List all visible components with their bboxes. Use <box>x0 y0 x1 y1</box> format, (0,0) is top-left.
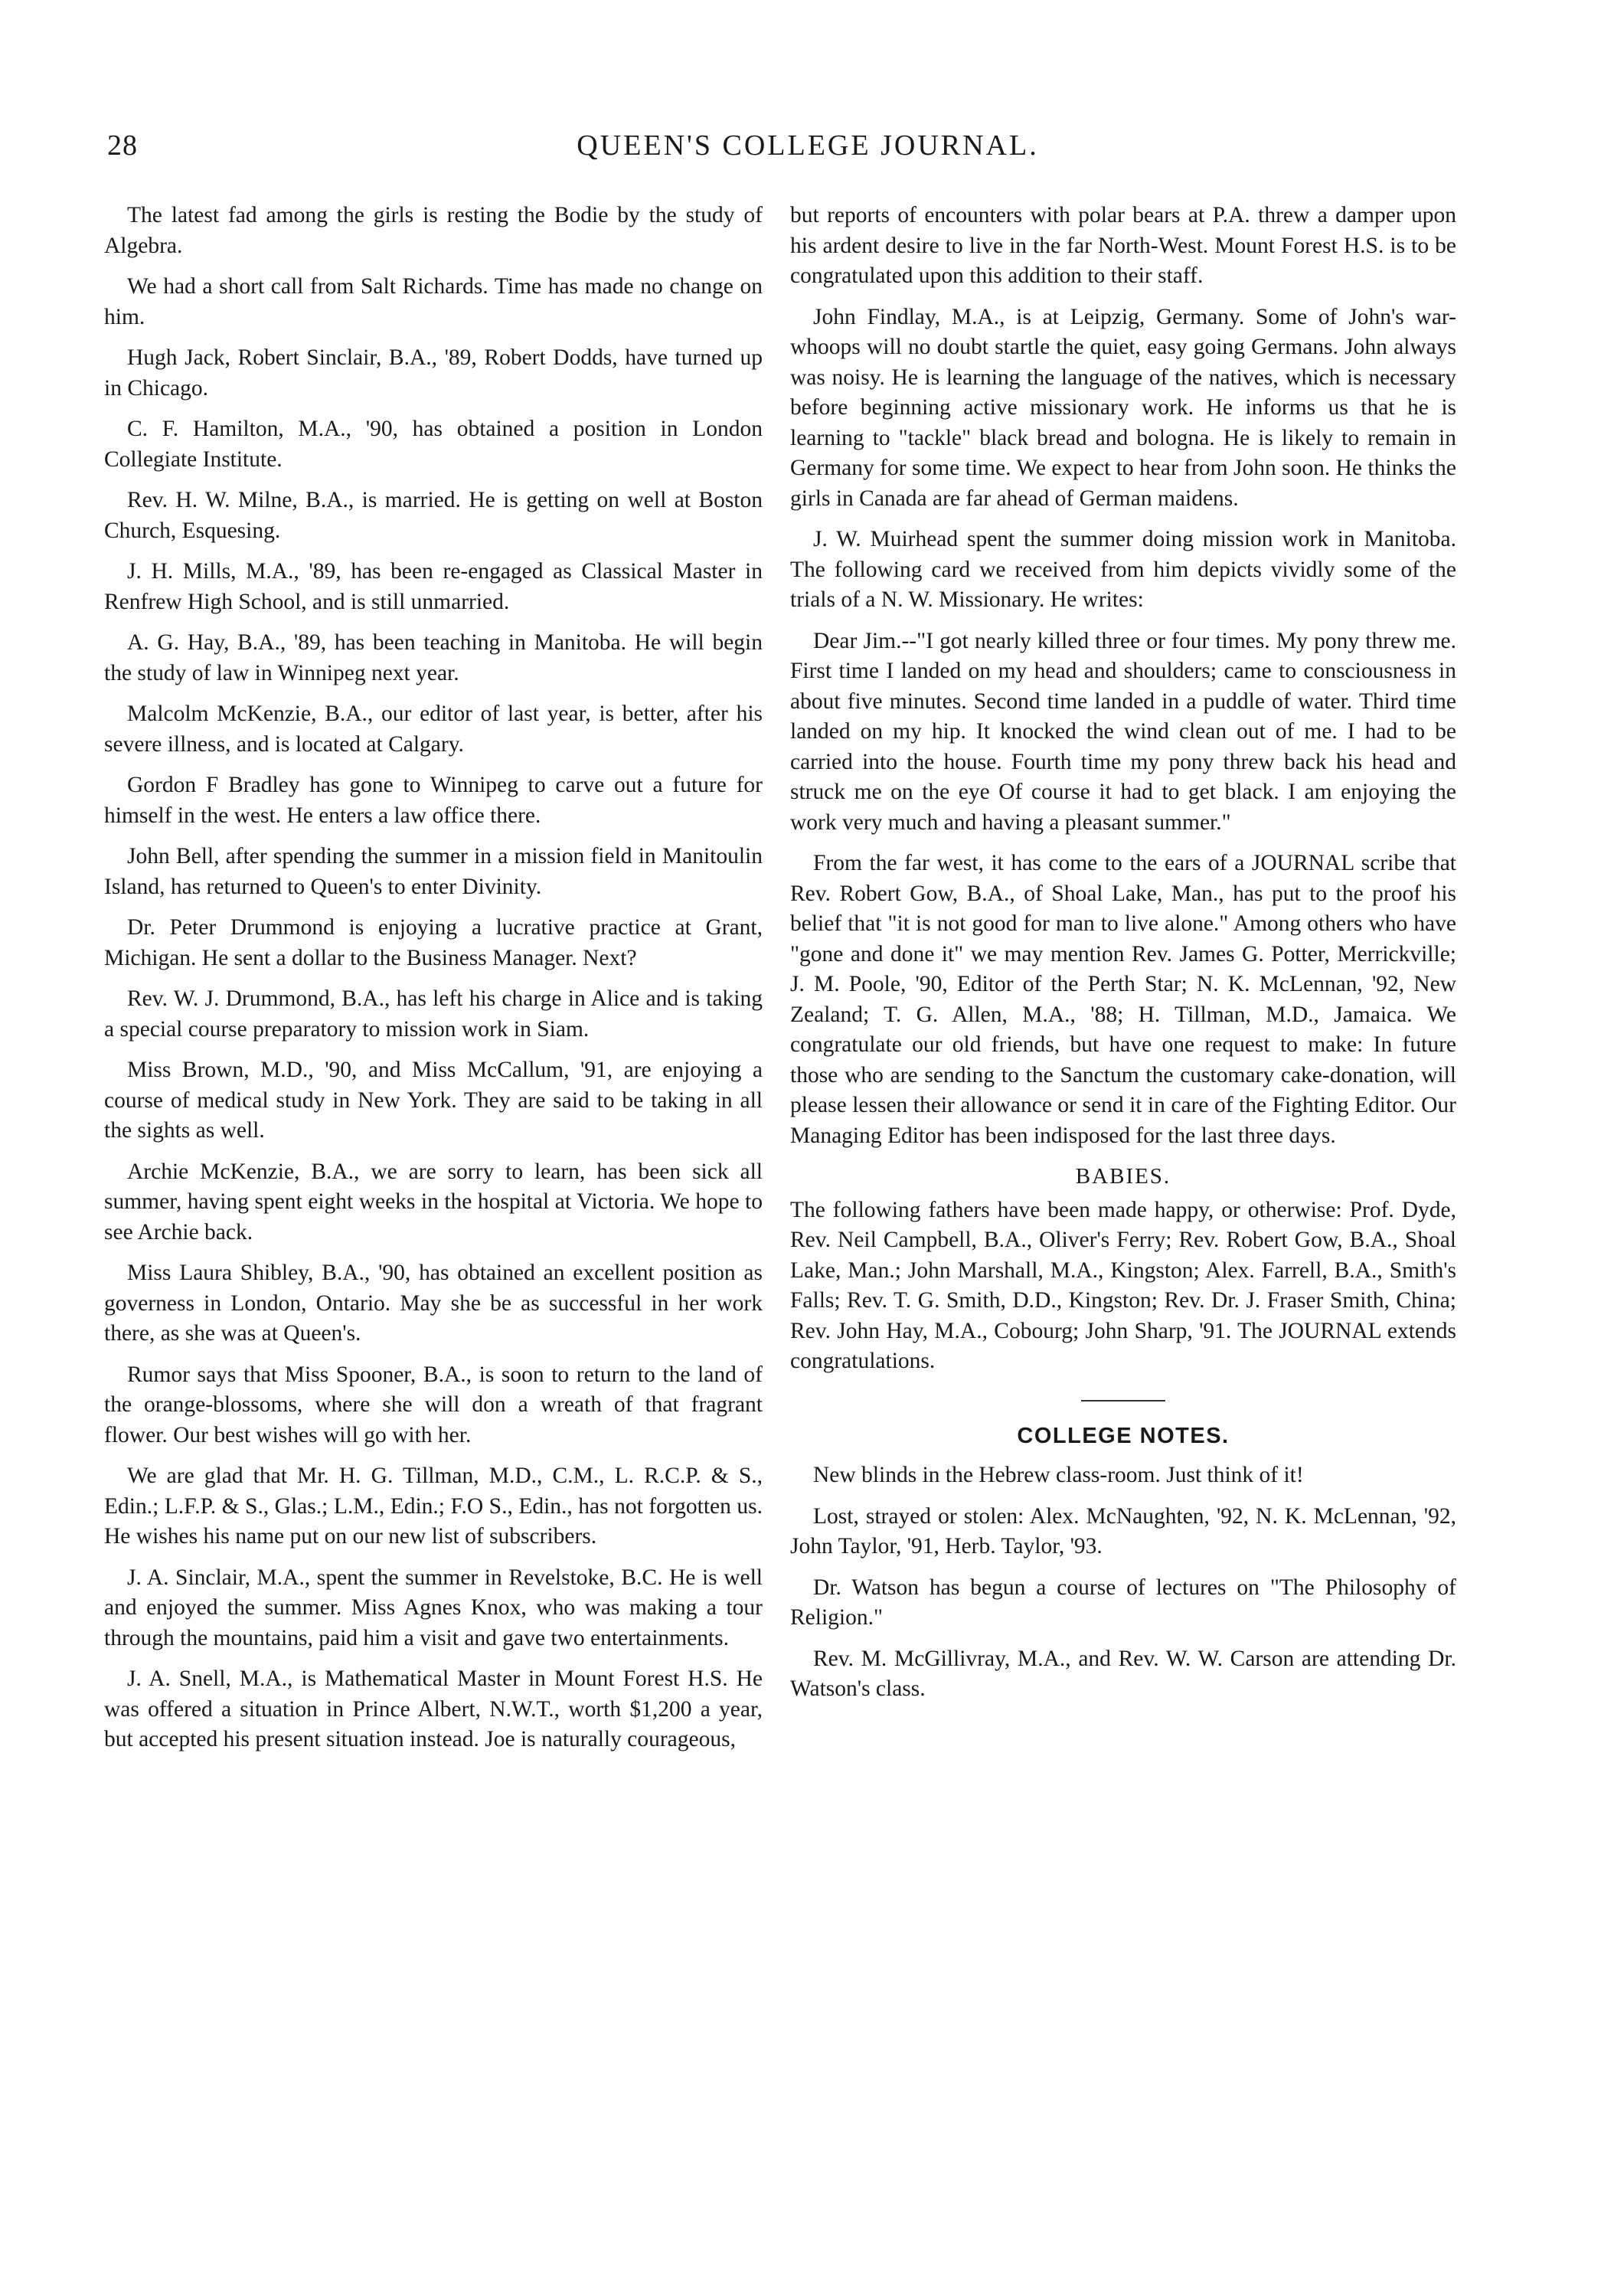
babies-paragraph: The following fathers have been made happy, or otherwise: Prof. Dyde, Rev. Neil Campbell, B.A., Oliver's Ferry; Rev. Robert Gow, B.A., Shoal Lake, Man.; John Marshall, M.A., Kingston; Alex. Farrell, B.A., Smith's Falls; Rev. T. G. Smith, D.D., Kingston; Rev. Dr. J. Fraser Smith, China; Rev. John Hay, M.A., Cobourg; John Sharp, '91. The JOURNAL extends congratulations. <box>790 1197 1456 1373</box>
news-item: J. A. Snell, M.A., is Mathematical Master in Mount Forest H.S. He was offered a situation in Prince Albert, N.W.T., worth $1,200 a year, but accepted his present situation instead. Joe is naturally courageous, <box>104 1666 763 1751</box>
news-item: Miss Brown, M.D., '90, and Miss McCallum, '91, are enjoying a course of medical study in New York. They are said to be taking in all the sights as well. <box>104 1058 763 1143</box>
section-divider <box>1081 1400 1165 1401</box>
journal-title: QUEEN'S COLLEGE JOURNAL. <box>577 129 1039 162</box>
news-item: The latest fad among the girls is resting the Bodie by the study of Algebra. <box>104 203 763 258</box>
news-item: J. H. Mills, M.A., '89, has been re-engaged as Classical Master in Renfrew High School, and is still unmarried. <box>104 559 763 614</box>
news-item: Archie McKenzie, B.A., we are sorry to learn, has been sick all summer, having spent eight weeks in the hospital at Victoria. We hope to see Archie back. <box>104 1159 763 1244</box>
news-item: C. F. Hamilton, M.A., '90, has obtained a position in London Collegiate Institute. <box>104 417 763 472</box>
news-item: From the far west, it has come to the ears of a JOURNAL scribe that Rev. Robert Gow, B.A., of Shoal Lake, Man., has put to the proof his belief that "it is not good for man to live alone." Among others who have "gone and done it" we may mention Rev. James G. Potter, Merrickville; J. M. Poole, '90, Editor of the Perth Star; N. K. McLennan, '92, New Zealand; T. G. Allen, M.A., '88; H. Tillman, M.D., Jamaica. We congratulate our old friends, but have one request to make: In future those who are sending to the Sanctum the customary cake-donation, will please lessen their allowance or send it in care of the Fighting Editor. Our Managing Editor has been indisposed for the last three days. <box>790 851 1456 1148</box>
news-item: Rev. H. W. Milne, B.A., is married. He is getting on well at Boston Church, Esquesing. <box>104 488 763 543</box>
news-item: Rumor says that Miss Spooner, B.A., is soon to return to the land of the orange-blossoms, where she will don a wreath of that fragrant flower. Our best wishes will go with her. <box>104 1362 763 1447</box>
continued-paragraph: but reports of encounters with polar bears at P.A. threw a damper upon his ardent desire to live in the far North-West. Mount Forest H.S. is to be congratulated upon this addition to their staff. <box>790 203 1456 288</box>
news-item: We are glad that Mr. H. G. Tillman, M.D., C.M., L. R.C.P. & S., Edin.; L.F.P. & S., Glas.; L.M., Edin.; F.O S., Edin., has not forgotten us. He wishes his name put on our new list of subscribers. <box>104 1464 763 1549</box>
news-item: Miss Laura Shibley, B.A., '90, has obtained an excellent position as governess in London, Ontario. May she be as successful in her work there, as she was at Queen's. <box>104 1261 763 1346</box>
college-notes-heading: COLLEGE NOTES. <box>1017 1423 1230 1448</box>
left-column <box>104 201 763 1766</box>
college-note: Dr. Watson has begun a course of lectures on "The Philosophy of Religion." <box>790 1575 1456 1630</box>
college-note: Rev. M. McGillivray, M.A., and Rev. W. W. Carson are attending Dr. Watson's class. <box>790 1646 1456 1701</box>
news-item: J. A. Sinclair, M.A., spent the summer in Revelstoke, B.C. He is well and enjoyed the summer. Miss Agnes Knox, who was making a tour through the mountains, paid him a visit and gave two entertainments. <box>104 1565 763 1650</box>
news-item: Dr. Peter Drummond is enjoying a lucrative practice at Grant, Michigan. He sent a dollar to the Business Manager. Next? <box>104 915 763 970</box>
college-note: Lost, strayed or stolen: Alex. McNaughten, '92, N. K. McLennan, '92, John Taylor, '91, Herb. Taylor, '93. <box>790 1503 1456 1558</box>
news-item: Rev. W. J. Drummond, B.A., has left his charge in Alice and is taking a special course preparatory to mission work in Siam. <box>104 986 763 1042</box>
news-item: Hugh Jack, Robert Sinclair, B.A., '89, Robert Dodds, have turned up in Chicago. <box>104 345 763 401</box>
news-item: We had a short call from Salt Richards. Time has made no change on him. <box>104 274 763 329</box>
right-column <box>790 201 1456 1715</box>
page-number: 28 <box>107 129 138 162</box>
news-item: Malcolm McKenzie, B.A., our editor of last year, is better, after his severe illness, and is located at Calgary. <box>104 702 763 757</box>
college-note: New blinds in the Hebrew class-room. Just think of it! <box>813 1463 1304 1487</box>
news-item: Gordon F Bradley has gone to Winnipeg to carve out a future for himself in the west. He enters a law office there. <box>104 773 763 828</box>
news-item: John Findlay, M.A., is at Leipzig, Germany. Some of John's war-whoops will no doubt startle the quiet, easy going Germans. John always was noisy. He is learning the language of the natives, which is necessary before beginning active missionary work. He informs us that he is learning to "tackle" black bread and bologna. He is likely to remain in Germany for some time. We expect to hear from John soon. He thinks the girls in Canada are far ahead of German maidens. <box>790 304 1456 511</box>
quoted-letter: Dear Jim.--"I got nearly killed three or four times. My pony threw me. First time I landed on my head and shoulders; came to consciousness in about five minutes. Second time landed in a puddle of water. Third time landed on my hip. It knocked the wind clean out of me. I had to be carried into the house. Fourth time my pony threw back his head and struck me on the eye Of course it had to get black. I am enjoying the work very much and having a pleasant summer." <box>790 628 1456 835</box>
news-item: John Bell, after spending the summer in a mission field in Manitoulin Island, has returned to Queen's to enter Divinity. <box>104 844 763 899</box>
page-header <box>107 129 1508 175</box>
news-item: J. W. Muirhead spent the summer doing mission work in Manitoba. The following card we received from him depicts vividly some of the trials of a N. W. Missionary. He writes: <box>790 527 1456 612</box>
news-item: A. G. Hay, B.A., '89, has been teaching in Manitoba. He will begin the study of law in Winnipeg next year. <box>104 630 763 685</box>
babies-heading: BABIES. <box>1075 1164 1171 1189</box>
